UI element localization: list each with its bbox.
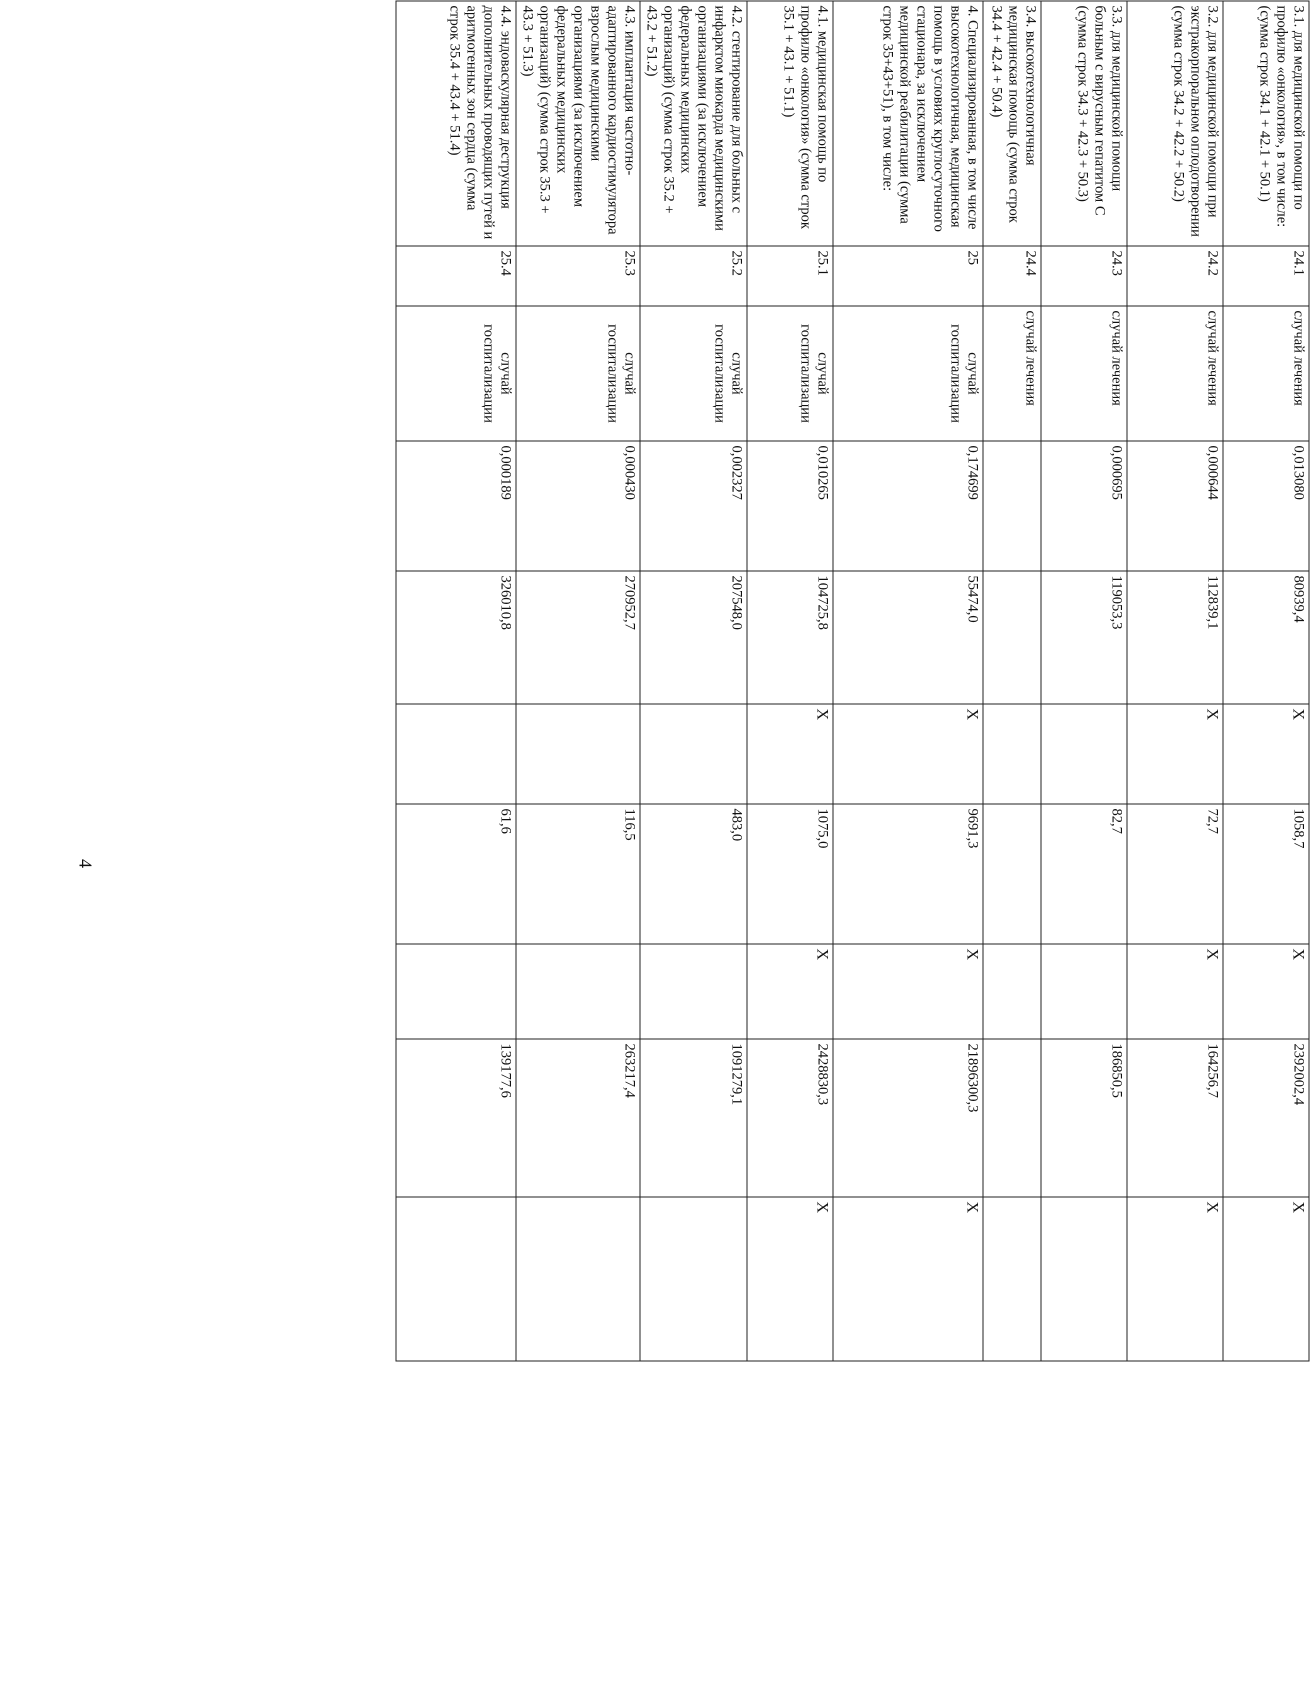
norm-volume-cell: 0,000430 bbox=[516, 441, 640, 571]
norm-cost-cell: 80939,4 bbox=[1223, 571, 1309, 704]
table-row bbox=[747, 1, 833, 1361]
row-number-cell: 24.1 bbox=[1223, 246, 1309, 306]
unit-cell: случай госпитализации bbox=[396, 306, 516, 441]
row-name-cell: 3.4. высокотехнологичная медицинская помощь (сумма строк 34.4 + 42.4 + 50.4) bbox=[983, 1, 1041, 246]
norm-volume-cell: 0,010265 bbox=[747, 441, 833, 571]
unit-cell: случай госпитализации bbox=[833, 306, 983, 441]
norm-volume-cell bbox=[983, 441, 1041, 571]
value-cell: 164256,7 bbox=[1127, 1039, 1223, 1197]
mark-cell bbox=[640, 704, 747, 804]
table-row bbox=[1127, 1, 1223, 1361]
mark-cell: X bbox=[833, 1197, 983, 1361]
mark-cell bbox=[1041, 944, 1127, 1039]
value-cell: 2428830,3 bbox=[747, 1039, 833, 1197]
value-cell: 21896300,3 bbox=[833, 1039, 983, 1197]
data-table bbox=[396, 1, 1310, 1362]
page-number: 4 bbox=[75, 859, 96, 868]
unit-cell: случай лечения bbox=[1127, 306, 1223, 441]
row-name-cell: 4.2. стентирование для больных с инфарктом миокарда медицинскими организациями (за исключением федеральных медицинских организаций) (сумма строк 35.2 + 43.2 + 51.2) bbox=[640, 1, 747, 246]
value-cell bbox=[983, 804, 1041, 944]
value-cell: 9691,3 bbox=[833, 804, 983, 944]
unit-cell: случай лечения bbox=[983, 306, 1041, 441]
table-row bbox=[833, 1, 983, 1361]
mark-cell: X bbox=[747, 1197, 833, 1361]
row-number-cell: 25.4 bbox=[396, 246, 516, 306]
norm-cost-cell: 270952,7 bbox=[516, 571, 640, 704]
mark-cell: X bbox=[833, 944, 983, 1039]
mark-cell: X bbox=[747, 944, 833, 1039]
mark-cell: X bbox=[1223, 704, 1309, 804]
table-row bbox=[396, 1, 516, 1361]
row-number-cell: 24.2 bbox=[1127, 246, 1223, 306]
table-body bbox=[396, 1, 1309, 1361]
norm-cost-cell: 119053,3 bbox=[1041, 571, 1127, 704]
row-number-cell: 25.2 bbox=[640, 246, 747, 306]
mark-cell: X bbox=[1127, 1197, 1223, 1361]
mark-cell: X bbox=[747, 704, 833, 804]
row-number-cell: 25.3 bbox=[516, 246, 640, 306]
mark-cell: X bbox=[833, 704, 983, 804]
mark-cell bbox=[983, 1197, 1041, 1361]
norm-cost-cell bbox=[983, 571, 1041, 704]
mark-cell bbox=[983, 704, 1041, 804]
unit-cell: случай госпитализации bbox=[640, 306, 747, 441]
row-name-cell: 3.1. для медицинской помощи по профилю «онкология», в том числе: (сумма строк 34.1 + 42.1 + 50.1) bbox=[1223, 1, 1309, 246]
mark-cell bbox=[516, 944, 640, 1039]
norm-volume-cell: 0,174699 bbox=[833, 441, 983, 571]
mark-cell: X bbox=[1223, 944, 1309, 1039]
row-number-cell: 25 bbox=[833, 246, 983, 306]
table-row bbox=[640, 1, 747, 1361]
row-number-cell: 24.3 bbox=[1041, 246, 1127, 306]
table-row bbox=[1041, 1, 1127, 1361]
table-row bbox=[983, 1, 1041, 1361]
value-cell: 82,7 bbox=[1041, 804, 1127, 944]
value-cell: 1058,7 bbox=[1223, 804, 1309, 944]
norm-volume-cell: 0,000644 bbox=[1127, 441, 1223, 571]
unit-cell: случай лечения bbox=[1041, 306, 1127, 441]
table-row bbox=[516, 1, 640, 1361]
value-cell: 186850,5 bbox=[1041, 1039, 1127, 1197]
mark-cell bbox=[396, 944, 516, 1039]
value-cell: 116,5 bbox=[516, 804, 640, 944]
mark-cell bbox=[396, 704, 516, 804]
mark-cell bbox=[983, 944, 1041, 1039]
norm-cost-cell: 104725,8 bbox=[747, 571, 833, 704]
value-cell: 61,6 bbox=[396, 804, 516, 944]
mark-cell bbox=[1041, 1197, 1127, 1361]
row-number-cell: 25.1 bbox=[747, 246, 833, 306]
norm-volume-cell: 0,013080 bbox=[1223, 441, 1309, 571]
row-name-cell: 3.2. для медицинской помощи при экстракорпоральном оплодотворении (сумма строк 34.2 + 42.2 + 50.2) bbox=[1127, 1, 1223, 246]
norm-cost-cell: 112839,1 bbox=[1127, 571, 1223, 704]
norm-volume-cell: 0,000189 bbox=[396, 441, 516, 571]
unit-cell: случай госпитализации bbox=[516, 306, 640, 441]
row-name-cell: 4.4. эндоваскулярная деструкция дополнительных проводящих путей и аритмогенных зон сердца (сумма строк 35.4 + 43.4 + 51.4) bbox=[396, 1, 516, 246]
mark-cell bbox=[516, 1197, 640, 1361]
mark-cell bbox=[640, 1197, 747, 1361]
value-cell: 139177,6 bbox=[396, 1039, 516, 1197]
value-cell: 2392002,4 bbox=[1223, 1039, 1309, 1197]
unit-cell: случай госпитализации bbox=[747, 306, 833, 441]
value-cell: 263217,4 bbox=[516, 1039, 640, 1197]
mark-cell: X bbox=[1127, 944, 1223, 1039]
norm-volume-cell: 0,000695 bbox=[1041, 441, 1127, 571]
row-name-cell: 4.1. медицинская помощь по профилю «онкология» (сумма строк 35.1 + 43.1 + 51.1) bbox=[747, 1, 833, 246]
mark-cell bbox=[396, 1197, 516, 1361]
mark-cell bbox=[640, 944, 747, 1039]
mark-cell bbox=[516, 704, 640, 804]
unit-cell: случай лечения bbox=[1223, 306, 1309, 441]
value-cell: 72,7 bbox=[1127, 804, 1223, 944]
value-cell: 1091279,1 bbox=[640, 1039, 747, 1197]
norm-cost-cell: 207548,0 bbox=[640, 571, 747, 704]
row-number-cell: 24.4 bbox=[983, 246, 1041, 306]
row-name-cell: 4.3. имплантация частотно-адаптированного кардиостимулятора взрослым медицинскими организациями (за исключением федеральных медицинских организаций) (сумма строк 35.3 + 43.3 + 51.3) bbox=[516, 1, 640, 246]
row-name-cell: 3.3. для медицинской помощи больным с вирусным гепатитом С (сумма строк 34.3 + 42.3 + 50.3) bbox=[1041, 1, 1127, 246]
value-cell: 1075,0 bbox=[747, 804, 833, 944]
mark-cell bbox=[1041, 704, 1127, 804]
mark-cell: X bbox=[1223, 1197, 1309, 1361]
norm-volume-cell: 0,002327 bbox=[640, 441, 747, 571]
row-name-cell: 4. Специализированная, в том числе высокотехнологичная, медицинская помощь в условиях круглосуточного стационара, за исключением медицинской реабилитации (сумма строк 35+43+51), в том числе: bbox=[833, 1, 983, 246]
mark-cell: X bbox=[1127, 704, 1223, 804]
norm-cost-cell: 326010,8 bbox=[396, 571, 516, 704]
value-cell bbox=[983, 1039, 1041, 1197]
table-row bbox=[1223, 1, 1309, 1361]
value-cell: 483,0 bbox=[640, 804, 747, 944]
norm-cost-cell: 55474,0 bbox=[833, 571, 983, 704]
